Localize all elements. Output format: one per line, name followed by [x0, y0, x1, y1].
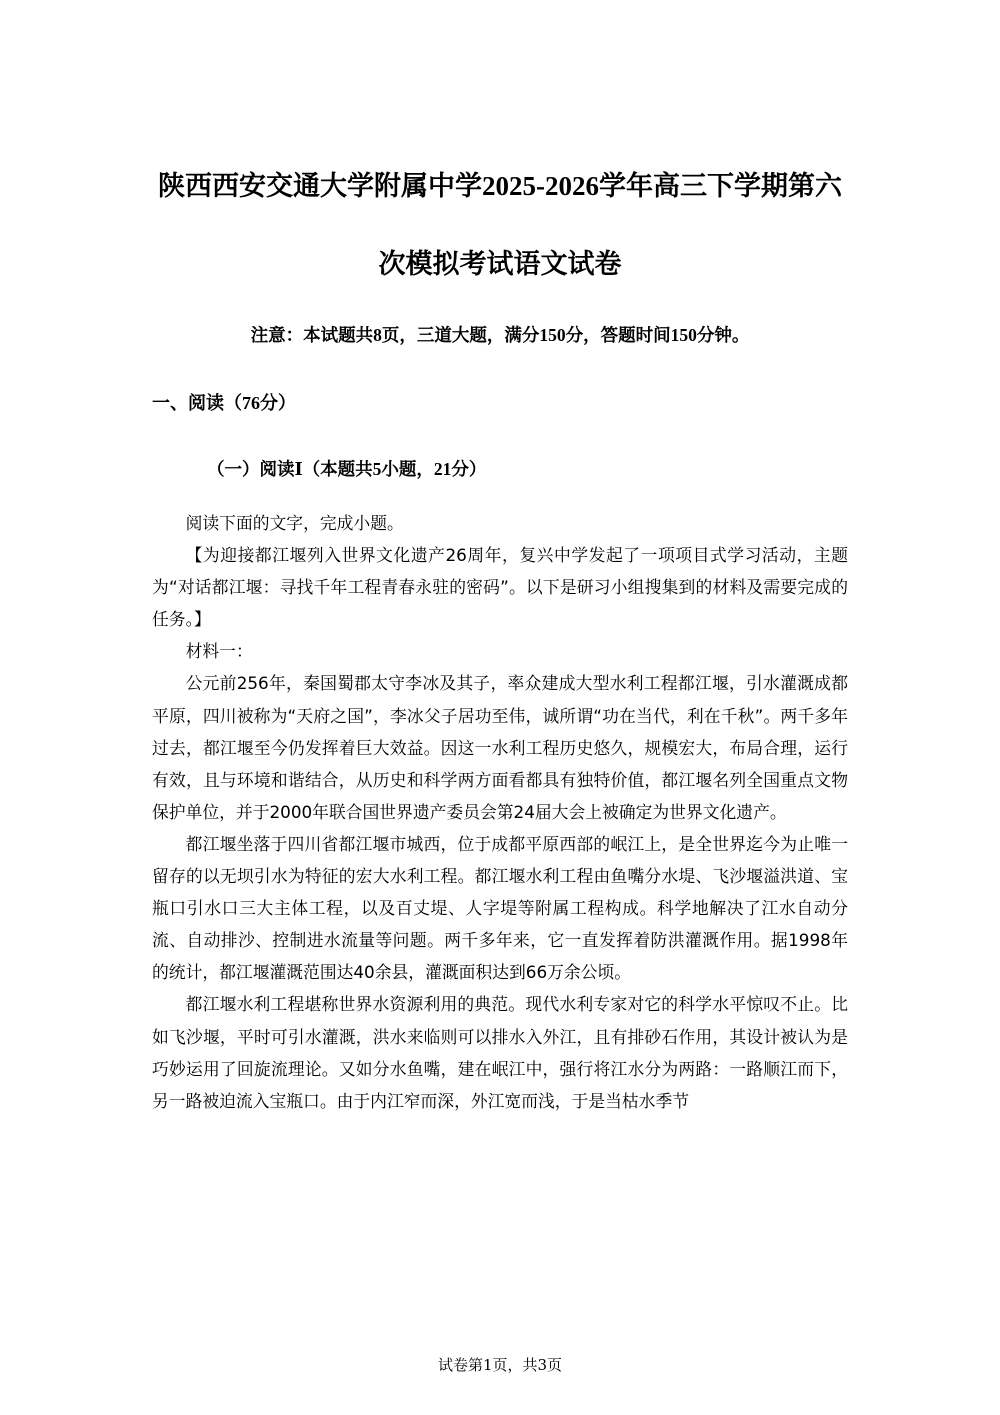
- subsection-heading: （一）阅读Ⅰ（本题共5小题，21分）: [207, 459, 487, 479]
- instruction-paragraph: 阅读下面的文字，完成小题。: [185, 513, 404, 533]
- exam-notice: 注意：本试题共8页，三道大题，满分150分，答题时间150分钟。: [250, 325, 750, 345]
- passage-paragraph: 都江堰水利工程堪称世界水资源利用的典范。现代水利专家对它的科学水平惊叹不止。比如飞沙堰，平时可引水灌溉，洪水来临则可以排水入外江，且有排砂石作用，其设计被认为是巧妙运用了回旋流理论。又如分水鱼嘴，建在岷江中，强行将江水分为两路：一路顺江而下，另一路被迫流入宝瓶口。由于内江窄而深，外江宽而浅，于是当枯水季节: [152, 994, 848, 1111]
- section-heading: 一、阅读（76分）: [152, 393, 296, 413]
- passage-paragraph: 公元前256年，秦国蜀郡太守李冰及其子，率众建成大型水利工程都江堰，引水灌溉成都平原，四川被称为“天府之国”，李冰父子居功至伟，诚所谓“功在当代，利在千秋”。两千多年过去，都江堰至今仍发挥着巨大效益。因这一水利工程历史悠久，规模宏大，布局合理，运行有效，且与环境和谐结合，从历史和科学两方面看都具有独特价值，都江堰名列全国重点文物保护单位，并于2000年联合国世界遗产委员会第24届大会上被确定为世界文化遗产。: [152, 673, 848, 822]
- exam-title-line-2: 次模拟考试语文试卷: [378, 249, 622, 279]
- page-footer: 试卷第1页，共3页: [437, 1356, 563, 1374]
- reading-passage: [152, 507, 848, 1117]
- intro-paragraph: 【为迎接都江堰列入世界文化遗产26周年，复兴中学发起了一项项目式学习活动，主题为“对话都江堰：寻找千年工程青春永驻的密码”。以下是研习小组搜集到的材料及需要完成的任务。】: [152, 545, 848, 630]
- material-label: 材料一：: [185, 641, 253, 662]
- exam-title-line-1: 陕西西安交通大学附属中学2025-2026学年高三下学期第六: [158, 171, 842, 201]
- passage-paragraph: 都江堰坐落于四川省都江堰市城西，位于成都平原西部的岷江上，是全世界迄今为止唯一留存的以无坝引水为特征的宏大水利工程。都江堰水利工程由鱼嘴分水堤、飞沙堰溢洪道、宝瓶口引水口三大主体工程，以及百丈堤、人字堤等附属工程构成。科学地解决了江水自动分流、自动排沙、控制进水流量等问题。两千多年来，它一直发挥着防洪灌溉作用。据1998年的统计，都江堰灌溉范围达40余县，灌溉面积达到66万余公顷。: [152, 833, 848, 983]
